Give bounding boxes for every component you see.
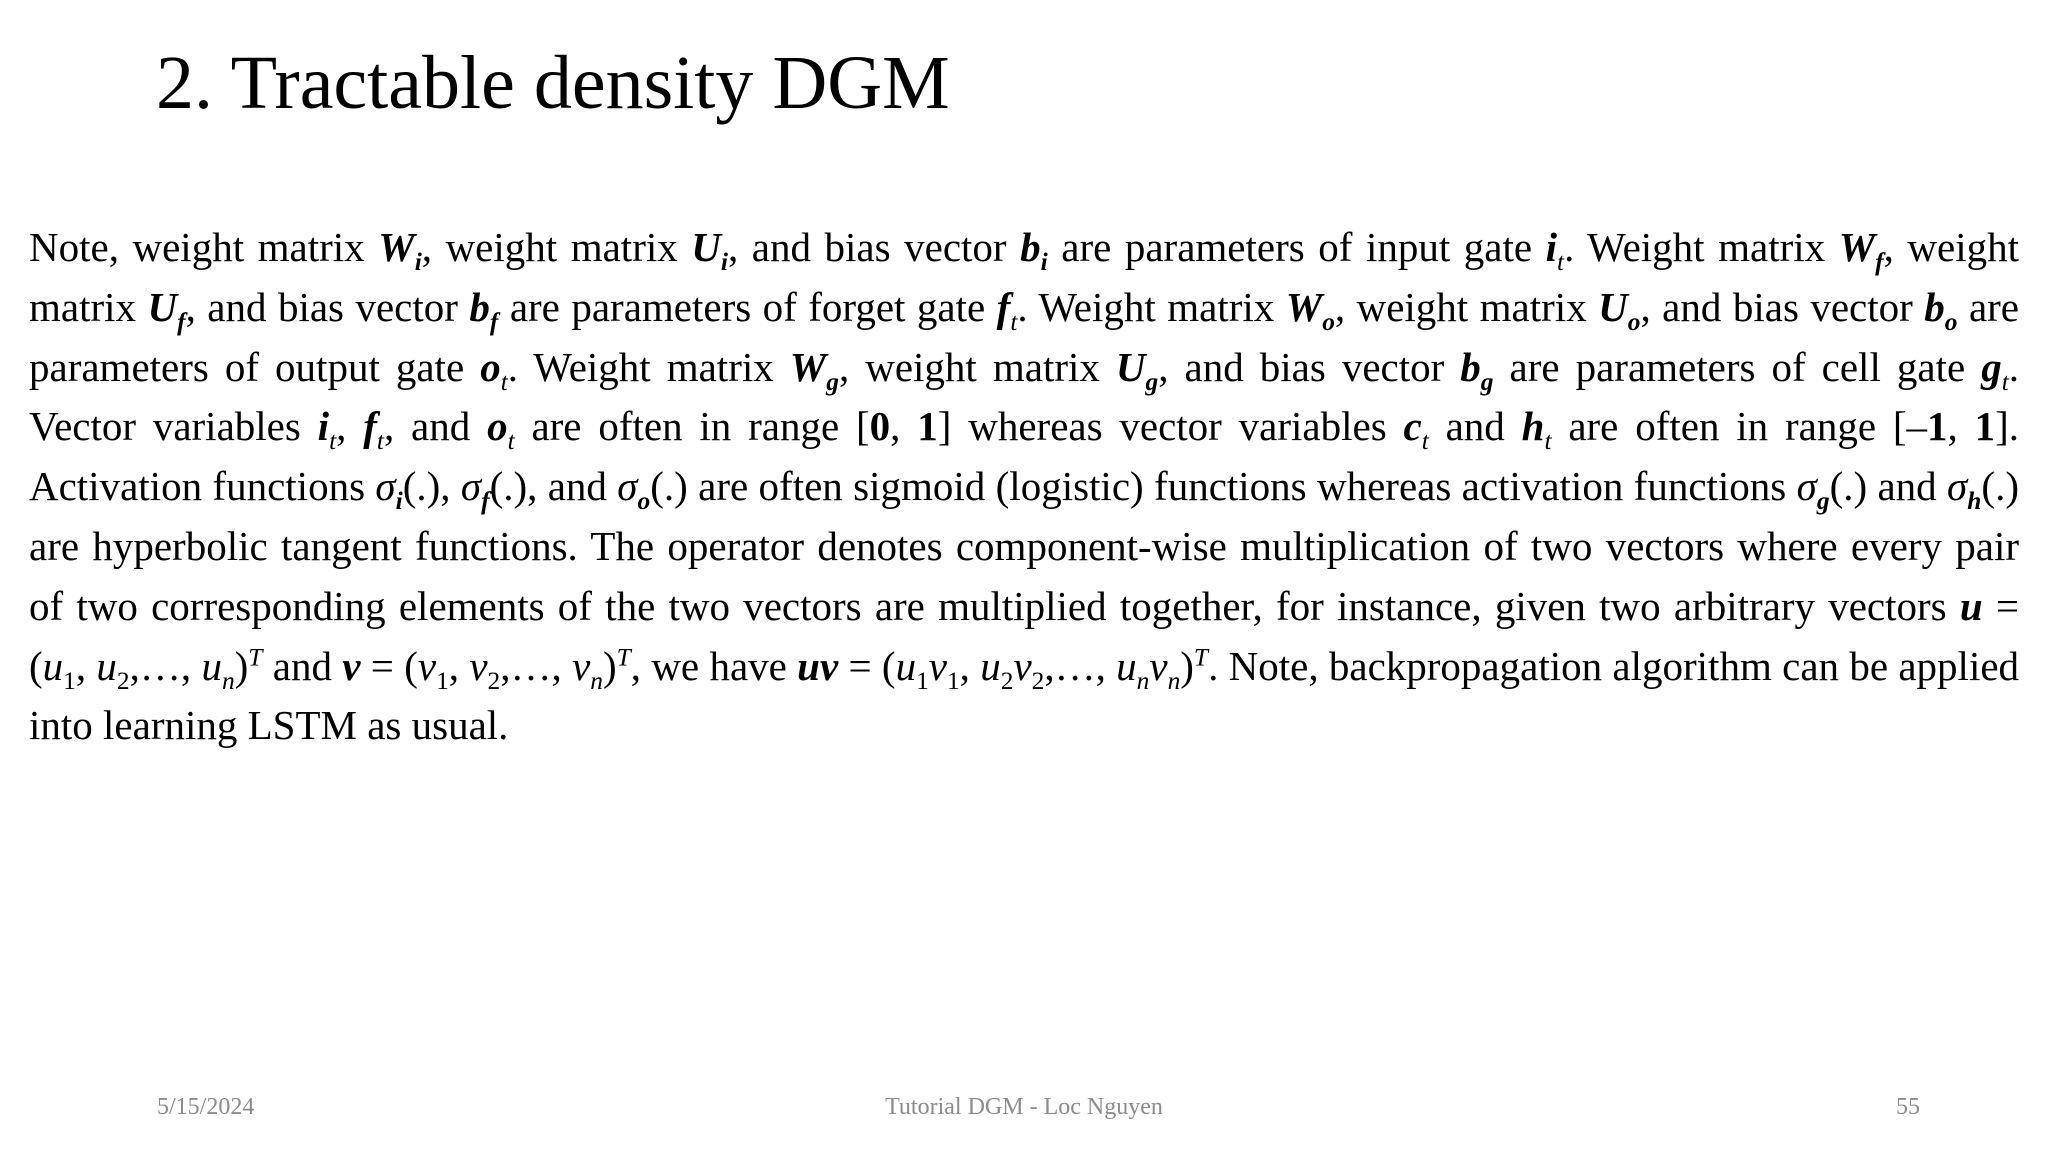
text-run: c xyxy=(1403,403,1422,450)
text-run: . Weight matrix xyxy=(1564,224,1839,270)
text-run: and xyxy=(262,642,343,689)
text-run: . Weight matrix xyxy=(1017,283,1286,330)
text-run: 1 xyxy=(63,666,76,695)
text-run: , xyxy=(336,403,364,450)
text-run: , weight matrix xyxy=(29,224,2020,330)
text-run: are parameters of forget gate xyxy=(498,283,997,330)
text-run: ) xyxy=(1180,642,1194,689)
text-run: W xyxy=(1285,283,1323,330)
text-run: t xyxy=(1421,427,1429,456)
text-run: = ( xyxy=(838,642,896,689)
text-run: are parameters of output gate xyxy=(29,283,2020,390)
text-run: i xyxy=(414,248,422,277)
text-run: i xyxy=(317,403,330,450)
text-run: 1 xyxy=(1974,403,1996,450)
text-run: b xyxy=(1460,343,1481,390)
text-run: b xyxy=(469,283,490,330)
text-run: b xyxy=(1924,283,1945,330)
body-paragraph xyxy=(29,218,2019,756)
text-run: h xyxy=(1521,403,1545,450)
text-run: v xyxy=(572,642,591,689)
text-run: T xyxy=(1193,642,1209,671)
text-run: u xyxy=(96,642,117,689)
text-run: are parameters of input gate xyxy=(1047,224,1546,270)
text-run: , xyxy=(959,642,981,689)
text-run: are parameters of cell gate xyxy=(1493,343,1982,390)
text-run: W xyxy=(1838,224,1876,270)
text-run: u xyxy=(980,642,1001,689)
text-run: g xyxy=(826,367,839,396)
text-run: are often in range [ xyxy=(514,403,870,450)
text-run: are often in range [– xyxy=(1551,403,1928,450)
text-run: v xyxy=(469,642,488,689)
text-run: T xyxy=(248,642,263,671)
text-run: o xyxy=(1627,307,1641,336)
text-run: (.) and xyxy=(1829,463,1948,510)
text-run: . Vector variables xyxy=(29,343,2019,450)
text-run: (.), and xyxy=(489,463,618,510)
text-run: ,…, xyxy=(129,642,202,689)
text-run: 2 xyxy=(1031,666,1045,695)
text-run: g xyxy=(1816,487,1830,516)
text-run: (.) are hyperbolic tangent functions. The operator denotes component-wise multiplication of two vectors where every pair of two corresponding elements of the two vectors are multiplied together, for instance, given two arbitrary vectors xyxy=(29,463,2019,629)
text-run: t xyxy=(507,427,515,456)
text-run: t xyxy=(500,367,508,396)
text-run: v xyxy=(1013,642,1032,689)
text-run: ,…, xyxy=(500,642,573,689)
text-run: σ xyxy=(1796,463,1817,510)
text-run: ]. Activation functions xyxy=(29,403,2020,510)
text-run: o xyxy=(1944,307,1958,336)
text-run: , xyxy=(890,403,918,450)
text-run: u xyxy=(42,642,64,689)
text-run: ) xyxy=(234,642,249,689)
text-run: , weight matrix xyxy=(421,224,692,270)
text-run: o xyxy=(487,403,508,450)
text-run: h xyxy=(1967,487,1982,516)
text-run: σ xyxy=(460,463,482,510)
text-run: 2 xyxy=(1000,666,1014,695)
text-run: ,…, xyxy=(1044,642,1117,689)
text-run: ) xyxy=(602,642,617,689)
text-run: , and bias vector xyxy=(185,283,470,330)
text-run: (.), xyxy=(402,463,461,510)
text-run: 1 xyxy=(946,666,960,695)
text-run: i xyxy=(720,248,728,277)
text-run: u xyxy=(1959,582,1983,629)
text-run: 2 xyxy=(116,666,130,695)
text-run: . Note, backpropagation algorithm can be applied into learning LSTM as usual. xyxy=(29,642,2020,749)
text-run: n xyxy=(1136,666,1150,695)
text-run: = ( xyxy=(360,642,418,689)
text-run: 1 xyxy=(916,666,929,695)
text-run: t xyxy=(376,427,384,456)
text-run: , weight matrix xyxy=(838,343,1116,390)
text-run: i xyxy=(395,487,403,516)
text-run: W xyxy=(789,343,827,390)
text-run: o xyxy=(480,343,501,390)
text-run: 1 xyxy=(436,666,449,695)
text-run: b xyxy=(1020,224,1041,270)
text-run: ] whereas vector variables xyxy=(937,403,1404,450)
text-run: uv xyxy=(797,642,839,689)
text-run: g xyxy=(1480,367,1494,396)
slide-title: 2. Tractable density DGM xyxy=(156,41,950,125)
text-run: u xyxy=(895,642,917,689)
text-run: , xyxy=(75,642,97,689)
text-run: t xyxy=(1544,427,1552,456)
text-run: v xyxy=(1149,642,1168,689)
text-run: T xyxy=(616,642,631,671)
text-run: t xyxy=(1010,307,1018,336)
text-run: , and bias vector xyxy=(727,224,1021,270)
text-run: v xyxy=(417,642,437,689)
text-run: U xyxy=(147,283,178,330)
text-run: , we have xyxy=(630,642,798,689)
footer-title: Tutorial DGM - Loc Nguyen xyxy=(885,1094,1163,1120)
text-run: n xyxy=(221,666,235,695)
text-run: f xyxy=(1875,248,1884,277)
text-run: 0 xyxy=(869,403,891,450)
footer-date: 5/15/2024 xyxy=(157,1094,255,1120)
text-run: , and bias vector xyxy=(1640,283,1925,330)
text-run: i xyxy=(1040,248,1048,277)
text-run: 1 xyxy=(1927,403,1948,450)
text-run: , xyxy=(448,642,470,689)
text-run: o xyxy=(1322,307,1335,336)
text-run: , xyxy=(1947,403,1975,450)
text-run: , and bias vector xyxy=(1158,343,1461,390)
text-run: t xyxy=(1557,248,1565,277)
text-run: n xyxy=(590,666,603,695)
text-run: . Weight matrix xyxy=(507,343,790,390)
footer-page-number: 55 xyxy=(1896,1094,1920,1120)
text-run: σ xyxy=(1947,463,1968,510)
text-run: g xyxy=(1981,343,2002,390)
text-run: U xyxy=(691,224,721,270)
text-run: Note, weight matrix xyxy=(29,224,379,270)
text-run: W xyxy=(378,224,415,270)
text-run: and xyxy=(1428,403,1522,450)
text-run: t xyxy=(329,427,337,456)
text-run: f xyxy=(489,307,499,336)
text-run: , and xyxy=(383,403,488,450)
text-run: f xyxy=(996,283,1011,330)
text-run: 2 xyxy=(487,666,501,695)
text-run: f xyxy=(481,487,490,516)
text-run: t xyxy=(2001,367,2009,396)
text-run: o xyxy=(637,487,651,516)
text-run: , weight matrix xyxy=(1334,283,1599,330)
text-run: σ xyxy=(617,463,638,510)
text-run: (.) are often sigmoid (logistic) functions whereas activation functions xyxy=(650,463,1797,510)
text-run: 1 xyxy=(917,403,938,450)
text-run: v xyxy=(928,642,947,689)
text-run: σ xyxy=(375,463,396,510)
text-run: g xyxy=(1145,367,1159,396)
text-run: U xyxy=(1115,343,1146,390)
text-run: i xyxy=(1545,224,1558,270)
text-run: u xyxy=(1116,642,1137,689)
text-run: f xyxy=(363,403,377,450)
text-run: u xyxy=(201,642,222,689)
text-run: v xyxy=(342,642,361,689)
text-run: U xyxy=(1598,283,1628,330)
text-run: = ( xyxy=(29,582,2019,689)
text-run: f xyxy=(177,307,186,336)
text-run: n xyxy=(1167,666,1181,695)
